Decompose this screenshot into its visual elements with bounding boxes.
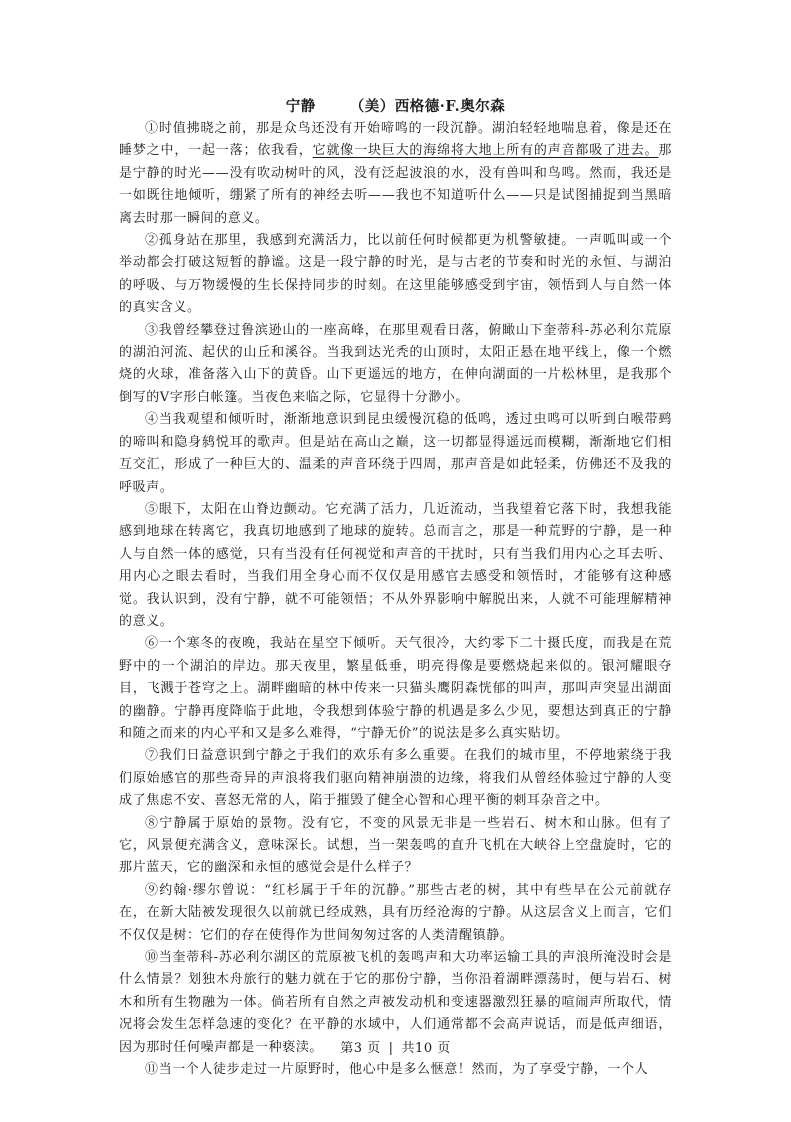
footer-divider: | <box>388 1041 394 1056</box>
paragraph-6: ⑥一个寒冬的夜晚，我站在星空下倾听。天气很冷，大约零下二十摄氏度，而我是在荒野中的一个湖泊的岸边。那天夜里，繁星低垂，明亮得像是要燃烧起来似的。银河耀眼夺目，飞溅于苍穹之上。湖畔幽暗的林中传来一只猫头鹰阴森恍郁的叫声，那叫声突显出湖面的幽静。宁静再度降临于此地，令我想到体验宁静的机遇是多么少见，要想达到真正的宁静和随之而来的内心平和又是多么难得，“宁静无价”的说法是多么真实贴切。 <box>119 636 672 741</box>
paragraph-11: ⑪当一个人徒步走过一片原野时，他心中是多么惬意！然而，为了享受宁静，一个人 <box>145 1062 649 1078</box>
paragraph-1-text-before: ①时值拂晓之前，那是众鸟还没有开始啼鸣的一段沉静。湖泊轻轻地喘息着，像是还在睡梦之中，一起一落；依我看， <box>119 121 672 159</box>
page-total: 共10 页 <box>401 1041 451 1056</box>
title-main: 宁静 <box>285 98 316 115</box>
paragraph-4: ④当我观望和倾听时，渐渐地意识到昆虫缓慢沉稳的低鸣，透过虫鸣可以听到白喉带鹀的啼叫和隐身鸫悦耳的歌声。但是站在高山之巅，这一切都显得遥远而模糊，渐渐地它们相互交汇，形成了一种巨大的、温柔的声音环绕于四周，那声音是如此轻柔，仿佛还不及我的呼吸声。 <box>119 412 672 495</box>
paragraph-8: ⑧宁静属于原始的景物。没有它，不变的风景无非是一些岩石、树木和山脉。但有了它，风景便充满含义，意味深长。试想，当一架轰鸣的直升飞机在大峡谷上空盘旋时，它的那片蓝天，它的幽深和永恒的感觉会是什么样子？ <box>119 815 672 876</box>
paragraph-5: ⑤眼下，太阳在山脊边颤动。它充满了活力，几近流动，当我望着它落下时，我想我能感到地球在转离它，我真切地感到了地球的旋转。总而言之，那是一种荒野的宁静，是一种人与自然一体的感觉，只有当没有任何视觉和声音的干扰时，只有当我们用内心之耳去听、用内心之眼去看时，当我们用全身心而不仅仅是用感官去感受和领悟时，才能够有这种感觉。我认识到，没有宁静，就不可能领悟；不从外界影响中解脱出来，人就不可能理解精神的意义。 <box>119 501 672 629</box>
paragraph-9: ⑨约翰·缪尔曾说：“红杉属于千年的沉静。”那些古老的树，其中有些早在公元前就存在，在新大陆被发现很久以前就已经成熟，具有历经沧海的宁静。从这层含义上而言，它们不仅仅是树：它们的存在使得作为世间匆匆过客的人类清醒镇静。 <box>119 882 672 943</box>
page-footer <box>0 1040 791 1058</box>
paragraph-3: ③我曾经攀登过鲁滨逊山的一座高峰，在那里观看日落，俯瞰山下奎蒂科-苏必利尔荒原的湖泊河流、起伏的山丘和溪谷。当我到达光秃的山顶时，太阳正悬在地平线上，像一个燃烧的火球，准备落入山下的黄昏。山下更遥远的地方，在伸向湖面的一片松林里，是我那个倒写的V字形白帐篷。当夜色来临之际，它显得十分渺小。 <box>119 322 672 405</box>
article <box>119 96 672 1081</box>
page-number: 第3 页 <box>340 1041 381 1056</box>
article-title <box>119 96 672 118</box>
paragraph-1-text-after: 那是宁静的时光——没有吹动树叶的风，没有泛起波浪的水，没有兽叫和鸟鸣。然而，我还是一如既往地倾听，绷紧了所有的神经去听——我也不知道听什么——只是试图捕捉到当黑暗离去时那一瞬间的意义。 <box>119 143 672 226</box>
paragraph-10: ⑩当奎蒂科-苏必利尔湖区的荒原被飞机的轰鸣声和大功率运输工具的声浪所淹没时会是什么情景？划独木舟旅行的魅力就在于它的那份宁静，当你沿着湖畔漂荡时，便与岩石、树木和所有生物融为一体。倘若所有自然之声被发动机和变速器激烈狂暴的喧闹声所取代，情况将会发生怎样急速的变化？在平静的水域中，人们通常都不会高声说话，而是低声细语，因为那时任何噪声都是一种亵渎。 <box>119 950 672 1055</box>
title-author: （美）西格德·F.奥尔森 <box>349 98 506 115</box>
paragraph-1 <box>119 118 672 230</box>
paragraph-7: ⑦我们日益意识到宁静之于我们的欢乐有多么重要。在我们的城市里，不停地萦绕于我们原始感官的那些奇异的声浪将我们驱向精神崩溃的边缘，将我们从曾经体验过宁静的人变成了焦虑不安、喜怒无常的人，陷于摧毁了健全心智和心理平衡的刺耳杂音之中。 <box>119 748 672 809</box>
paragraph-2: ②孤身站在那里，我感到充满活力，比以前任何时候都更为机警敏捷。一声呱叫或一个举动都会打破这短暂的静谧。这是一段宁静的时光，是与古老的节奏和时光的永恒、与湖泊的呼吸、与万物缓慢的生长保持同步的时刻。在这里能够感受到宇宙，领悟到人与自然一体的真实含义。 <box>119 233 672 316</box>
paragraph-1-underlined-sentence: 它就像一块巨大的海绵将大地上所有的声音都吸了进去。 <box>312 143 659 159</box>
